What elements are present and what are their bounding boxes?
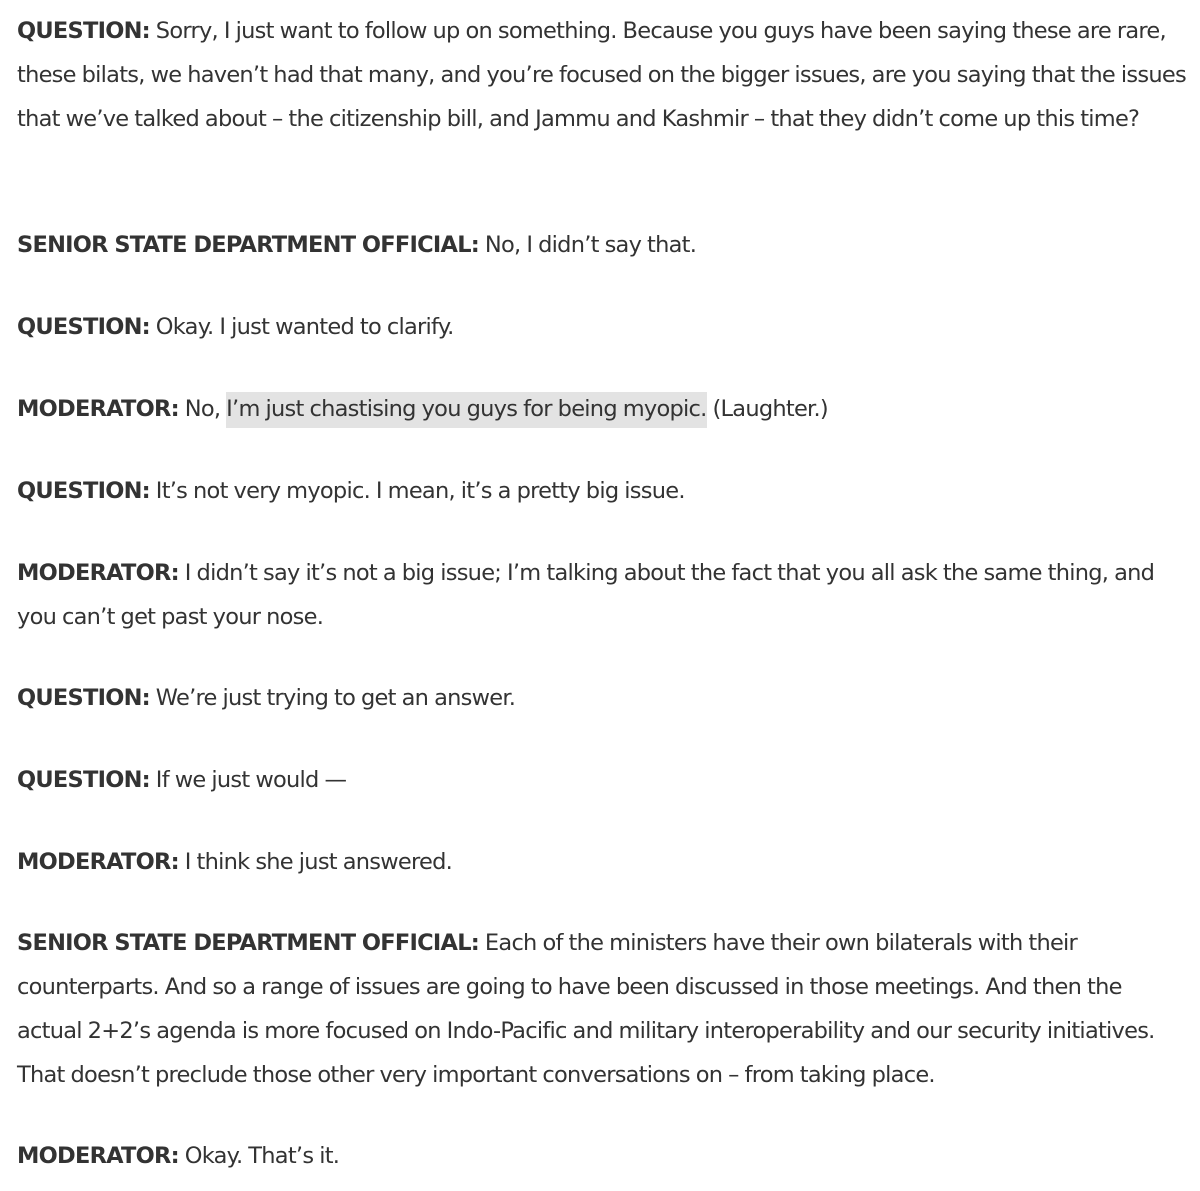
paragraph-text: Okay. That’s it. bbox=[178, 1143, 340, 1169]
paragraph-text: Each of the ministers have their own bilaterals with their counterparts. And so a range of issues are going to have been discussed in those meetings. And then the actual 2+2’s agenda is more focused on Indo-Pacific and military interoperability and our security initiatives. That doesn’t preclude those other very important conversations on – from taking place. bbox=[17, 930, 1155, 1088]
speaker-label: MODERATOR: bbox=[17, 396, 179, 422]
transcript-paragraph bbox=[17, 9, 1187, 141]
speaker-label: QUESTION: bbox=[17, 18, 150, 44]
transcript-paragraph bbox=[17, 305, 1187, 349]
transcript-paragraph bbox=[17, 551, 1187, 639]
paragraph-text: (Laughter.) bbox=[706, 396, 828, 422]
speaker-label: QUESTION: bbox=[17, 314, 150, 340]
speaker-label: MODERATOR: bbox=[17, 849, 179, 875]
transcript-paragraph bbox=[17, 676, 1187, 720]
paragraph-text: Sorry, I just want to follow up on something. Because you guys have been saying these are rare, these bilats, we haven’t had that many, and you’re focused on the bigger issues, are you saying that the issues that we’ve talked about – the citizenship bill, and Jammu and Kashmir – that they didn’t come up this time? bbox=[17, 18, 1186, 132]
transcript-paragraph bbox=[17, 223, 1187, 267]
speaker-label: QUESTION: bbox=[17, 478, 150, 504]
transcript-paragraph bbox=[17, 758, 1187, 802]
speaker-label: QUESTION: bbox=[17, 767, 150, 793]
paragraph-text: If we just would — bbox=[149, 767, 347, 793]
highlighted-text: I’m just chastising you guys for being myopic. bbox=[226, 392, 706, 428]
paragraph-text: No, bbox=[178, 396, 227, 422]
transcript-paragraph bbox=[17, 1134, 1187, 1178]
speaker-label: MODERATOR: bbox=[17, 1143, 179, 1169]
transcript-paragraph bbox=[17, 387, 1187, 431]
paragraph-text: No, I didn’t say that. bbox=[479, 232, 697, 258]
paragraph-text: We’re just trying to get an answer. bbox=[149, 685, 516, 711]
paragraph-text: I think she just answered. bbox=[178, 849, 453, 875]
speaker-label: MODERATOR: bbox=[17, 560, 179, 586]
transcript-paragraph bbox=[17, 921, 1187, 1097]
speaker-label: SENIOR STATE DEPARTMENT OFFICIAL: bbox=[17, 232, 480, 258]
speaker-label: QUESTION: bbox=[17, 685, 150, 711]
transcript-paragraph bbox=[17, 840, 1187, 884]
paragraph-text: It’s not very myopic. I mean, it’s a pretty big issue. bbox=[149, 478, 685, 504]
transcript-paragraph bbox=[17, 469, 1187, 513]
paragraph-text: I didn’t say it’s not a big issue; I’m talking about the fact that you all ask the same thing, and you can’t get past your nose. bbox=[17, 560, 1155, 630]
paragraph-text: Okay. I just wanted to clarify. bbox=[149, 314, 454, 340]
speaker-label: SENIOR STATE DEPARTMENT OFFICIAL: bbox=[17, 930, 480, 956]
